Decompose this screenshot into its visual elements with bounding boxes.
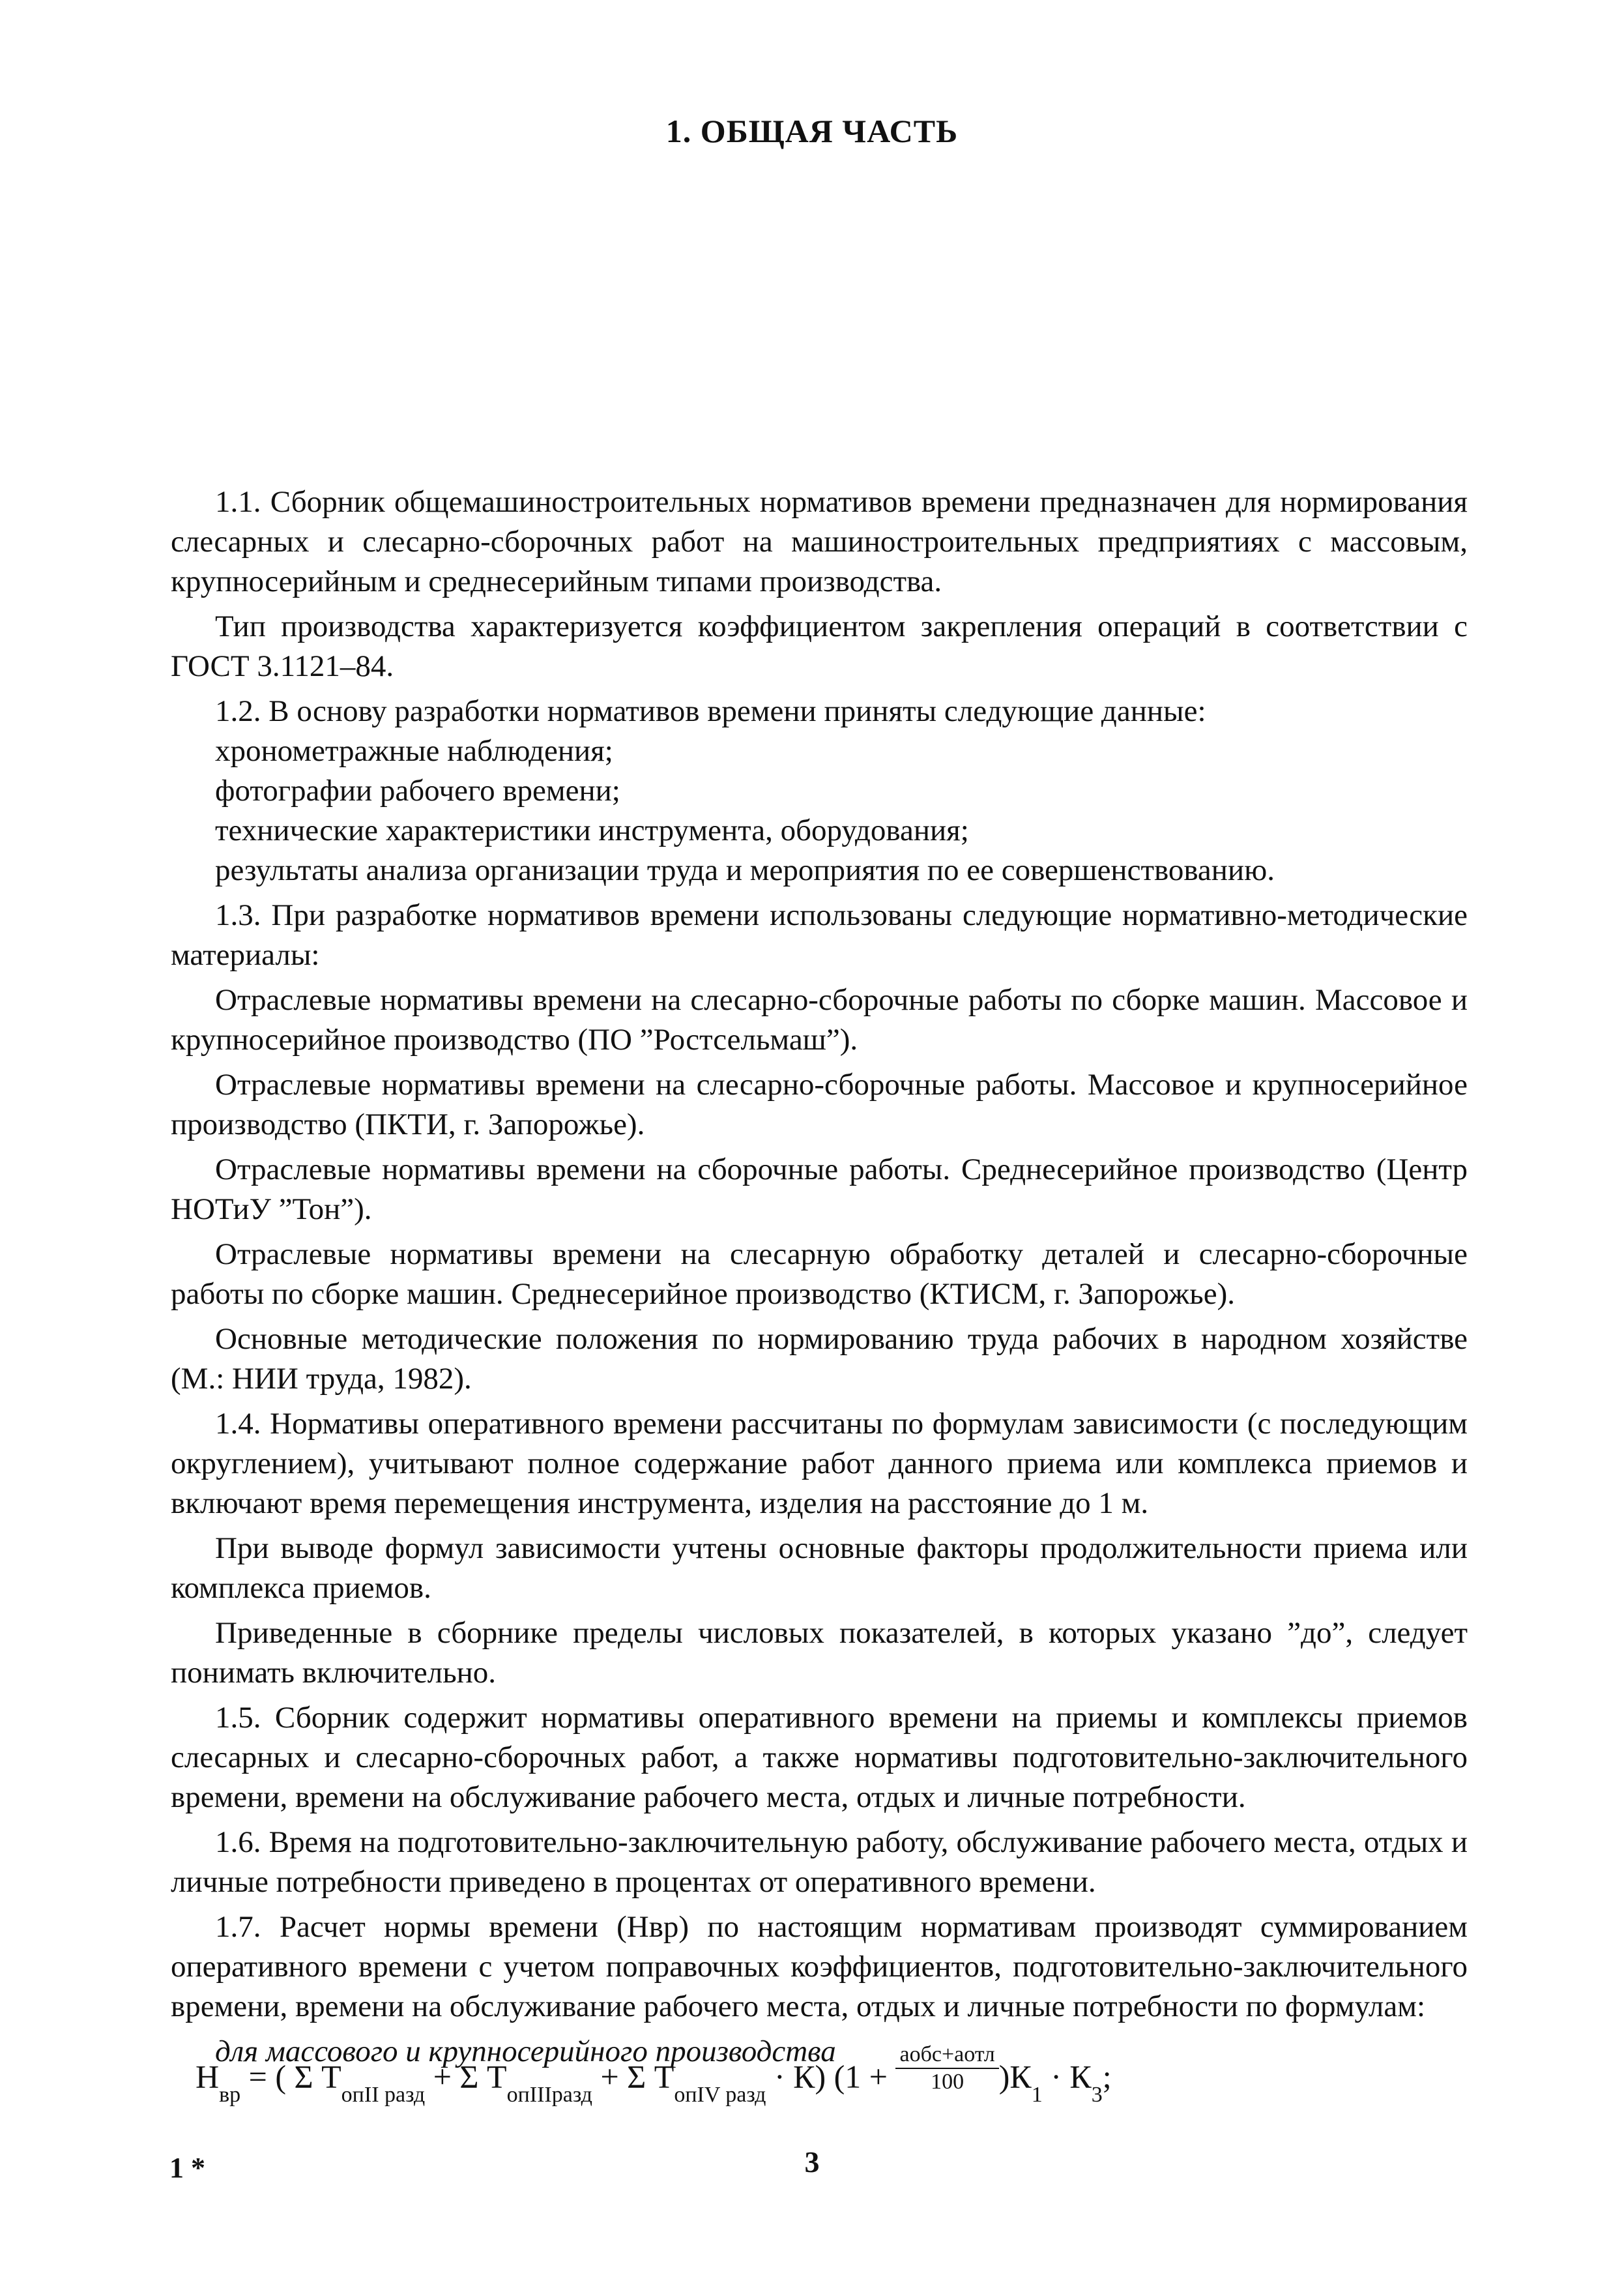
- formula-sub: IV разд: [697, 2083, 766, 2107]
- list-item: хронометражные наблюдения;: [215, 734, 613, 768]
- formula-sub: оп: [674, 2083, 697, 2107]
- paragraph: 1.3. При разработке нормативов времени использованы следующие нормативно-методические материалы:: [171, 898, 1468, 972]
- paragraph: Основные методические положения по нормированию труда рабочих в народном хозяйстве (М.: НИИ труда, 1982).: [171, 1322, 1468, 1396]
- formula-part: = ( Σ Т: [248, 2058, 341, 2095]
- fraction-denominator: 100: [931, 2070, 964, 2094]
- paragraph: 1.5. Сборник содержит нормативы оперативного времени на приемы и комплексы приемов слесарных и слесарно-сборочных работ, а также нормативы подготовительно-заключительного времени, времени на обслуживание рабочего места, отдых и личные потребности.: [171, 1701, 1468, 1814]
- formula-sub: IIIразд: [529, 2083, 592, 2107]
- formula-lhs-sub: вр: [219, 2083, 241, 2107]
- paragraph: 1.2. В основу разработки нормативов времени приняты следующие данные:: [215, 694, 1206, 728]
- paragraph: Тип производства характеризуется коэффициентом закрепления операций в соответствии с ГОСТ 3.1121–84.: [171, 609, 1468, 683]
- list-item: технические характеристики инструмента, оборудования;: [215, 814, 969, 847]
- subheading: для массового и крупносерийного производства: [215, 2034, 836, 2068]
- paragraph: Отраслевые нормативы времени на сборочные работы. Среднесерийное производство (Центр НОТиУ ”Тон”).: [171, 1152, 1468, 1226]
- list-item: результаты анализа организации труда и мероприятия по ее совершенствованию.: [215, 853, 1275, 887]
- formula-part: · К) (1 +: [774, 2058, 888, 2095]
- formula-sub: 1: [1031, 2083, 1043, 2107]
- paragraph: 1.6. Время на подготовительно-заключительную работу, обслуживание рабочего места, отдых и личные потребности приведено в процентах от оперативного времени.: [171, 1825, 1468, 1899]
- page-title: 1. ОБЩАЯ ЧАСТЬ: [665, 113, 959, 149]
- formula-part: )К: [998, 2058, 1032, 2095]
- paragraph: 1.7. Расчет нормы времени (Нвр) по настоящим нормативам производят суммированием оперативного времени с учетом поправочных коэффициентов, подготовительно-заключительного времени, времени на обслуживание рабочего места, отдых и личные потребности по формулам:: [171, 1910, 1468, 2023]
- formula-fraction: [895, 2042, 998, 2095]
- list-item: фотографии рабочего времени;: [215, 774, 620, 808]
- paragraph: 1.1. Сборник общемашиностроительных нормативов времени предназначен для нормирования слесарных и слесарно-сборочных работ на машиностроительных предприятиях с массовым, крупносерийным и среднесерийным типами производства.: [171, 485, 1468, 598]
- formula-part: · К: [1051, 2058, 1092, 2095]
- fraction-numerator: aобс+aотл: [895, 2042, 998, 2069]
- body-text: [171, 482, 1468, 2098]
- paragraph: Отраслевые нормативы времени на слесарную обработку деталей и слесарно-сборочные работы по сборке машин. Среднесерийное производство (КТИСМ, г. Запорожье).: [171, 1237, 1468, 1311]
- paragraph: Отраслевые нормативы времени на слесарно-сборочные работы. Массовое и крупносерийное производство (ПКТИ, г. Запорожье).: [171, 1068, 1468, 1141]
- formula-part: ;: [1102, 2058, 1112, 2095]
- formula-part: + Σ Т: [433, 2058, 507, 2095]
- formula-sub: 3: [1091, 2083, 1103, 2107]
- paragraph: Отраслевые нормативы времени на слесарно-сборочные работы по сборке машин. Массовое и крупносерийное производство (ПО ”Ростсельмаш”).: [171, 983, 1468, 1057]
- formula-lhs: Н: [196, 2058, 220, 2095]
- formula-sub: оп: [506, 2083, 530, 2107]
- formula-part: + Σ Т: [600, 2058, 674, 2095]
- formula-sub: оп: [341, 2083, 364, 2107]
- signature-mark: 1 *: [169, 2152, 205, 2184]
- paragraph: Приведенные в сборнике пределы числовых показателей, в которых указано ”до”, следует понимать включительно.: [171, 1616, 1468, 1690]
- formula-sub: II разд: [364, 2083, 426, 2107]
- paragraph: При выводе формул зависимости учтены основные факторы продолжительности приема или комплекса приемов.: [171, 1531, 1468, 1605]
- paragraph: 1.4. Нормативы оперативного времени рассчитаны по формулам зависимости (с последующим округлением), учитывают полное содержание работ данного приема или комплекса приемов и включают время перемещения инструмента, изделия на расстояние до 1 м.: [171, 1407, 1468, 1520]
- page-number: 3: [804, 2145, 820, 2179]
